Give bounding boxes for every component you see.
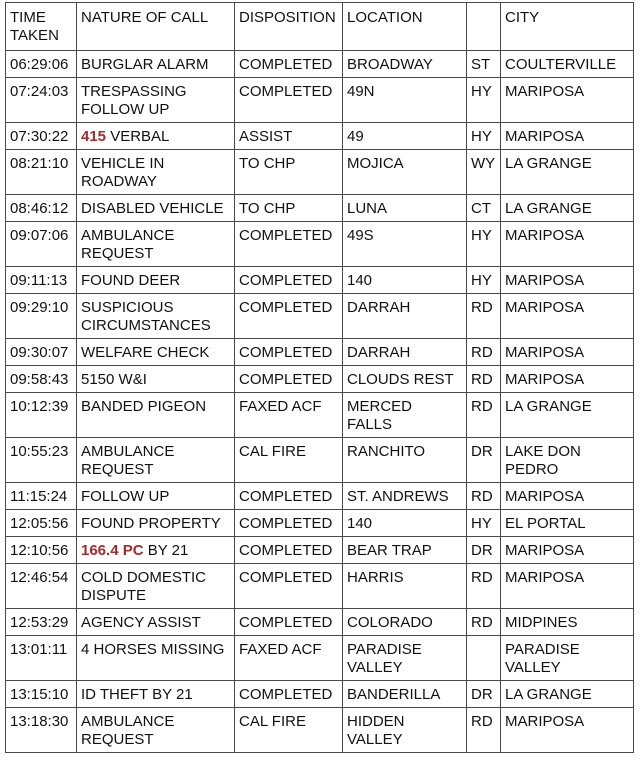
table-row (6, 537, 634, 564)
header-row (6, 3, 634, 51)
city-cell: COULTERVILLE (501, 51, 634, 78)
nature-text: COLD DOMESTIC DISPUTE (81, 569, 207, 604)
nature-text: BURGLAR ALARM (81, 56, 209, 73)
time-cell: 07:30:22 (6, 123, 77, 150)
nature-text: DISABLED VEHICLE (81, 200, 224, 217)
city-cell: MARIPOSA (501, 366, 634, 393)
city-cell: MARIPOSA (501, 483, 634, 510)
location-cell: BANDERILLA (343, 681, 467, 708)
nature-cell (77, 267, 235, 294)
table-row (6, 366, 634, 393)
city-cell: MIDPINES (501, 609, 634, 636)
disposition-cell: FAXED ACF (235, 636, 343, 681)
nature-cell (77, 366, 235, 393)
header-location: LOCATION (343, 3, 467, 51)
city-cell: LA GRANGE (501, 393, 634, 438)
table-row (6, 339, 634, 366)
disposition-cell: COMPLETED (235, 564, 343, 609)
suffix-cell: HY (467, 222, 501, 267)
nature-cell (77, 609, 235, 636)
table-row (6, 510, 634, 537)
nature-cell (77, 78, 235, 123)
nature-text: SUSPICIOUS CIRCUMSTANCES (81, 299, 211, 334)
city-cell: LA GRANGE (501, 150, 634, 195)
nature-cell (77, 636, 235, 681)
nature-text: FOUND PROPERTY (81, 515, 221, 532)
location-cell: HIDDEN VALLEY (343, 708, 467, 753)
nature-text: AMBULANCE REQUEST (81, 443, 175, 478)
city-cell: MARIPOSA (501, 78, 634, 123)
nature-text: BY 21 (143, 542, 189, 559)
time-cell: 09:30:07 (6, 339, 77, 366)
location-cell: BROADWAY (343, 51, 467, 78)
suffix-cell: RD (467, 366, 501, 393)
city-cell: PARADISE VALLEY (501, 636, 634, 681)
location-cell: COLORADO (343, 609, 467, 636)
location-cell: ST. ANDREWS (343, 483, 467, 510)
disposition-cell: TO CHP (235, 195, 343, 222)
header-city: CITY (501, 3, 634, 51)
table-row (6, 564, 634, 609)
nature-text: TRESPASSING FOLLOW UP (81, 83, 187, 118)
location-cell: PARADISE VALLEY (343, 636, 467, 681)
time-cell: 13:01:11 (6, 636, 77, 681)
disposition-cell: ASSIST (235, 123, 343, 150)
disposition-cell: CAL FIRE (235, 708, 343, 753)
disposition-cell: COMPLETED (235, 78, 343, 123)
time-cell: 08:46:12 (6, 195, 77, 222)
time-cell: 11:15:24 (6, 483, 77, 510)
suffix-cell: CT (467, 195, 501, 222)
suffix-cell: RD (467, 339, 501, 366)
nature-cell (77, 483, 235, 510)
disposition-cell: COMPLETED (235, 294, 343, 339)
time-cell: 10:12:39 (6, 393, 77, 438)
location-cell: RANCHITO (343, 438, 467, 483)
nature-text: AMBULANCE REQUEST (81, 227, 175, 262)
nature-text: AGENCY ASSIST (81, 614, 201, 631)
nature-cell (77, 681, 235, 708)
nature-cell (77, 222, 235, 267)
table-row (6, 294, 634, 339)
disposition-cell: COMPLETED (235, 267, 343, 294)
suffix-cell: DR (467, 438, 501, 483)
suffix-cell: ST (467, 51, 501, 78)
location-cell: DARRAH (343, 339, 467, 366)
table-row (6, 78, 634, 123)
location-cell: LUNA (343, 195, 467, 222)
time-cell: 09:11:13 (6, 267, 77, 294)
suffix-cell: RD (467, 609, 501, 636)
suffix-cell: HY (467, 510, 501, 537)
location-cell: 49 (343, 123, 467, 150)
time-cell: 13:18:30 (6, 708, 77, 753)
table-row (6, 483, 634, 510)
table-row (6, 123, 634, 150)
city-cell: MARIPOSA (501, 267, 634, 294)
nature-text: FOUND DEER (81, 272, 181, 289)
time-cell: 06:29:06 (6, 51, 77, 78)
nature-cell (77, 537, 235, 564)
suffix-cell: WY (467, 150, 501, 195)
disposition-cell: COMPLETED (235, 537, 343, 564)
nature-text: VEHICLE IN ROADWAY (81, 155, 165, 190)
disposition-cell: COMPLETED (235, 510, 343, 537)
nature-cell (77, 150, 235, 195)
nature-text: ID THEFT BY 21 (81, 686, 193, 703)
nature-text: WELFARE CHECK (81, 344, 210, 361)
disposition-cell: COMPLETED (235, 51, 343, 78)
suffix-cell: HY (467, 267, 501, 294)
suffix-cell: RD (467, 708, 501, 753)
nature-cell (77, 564, 235, 609)
nature-cell (77, 393, 235, 438)
location-cell: 140 (343, 510, 467, 537)
header-nature-of-call: NATURE OF CALL (77, 3, 235, 51)
nature-text: 5150 W&I (81, 371, 147, 388)
suffix-cell: RD (467, 294, 501, 339)
table-row (6, 222, 634, 267)
location-cell: DARRAH (343, 294, 467, 339)
time-cell: 07:24:03 (6, 78, 77, 123)
table-row (6, 708, 634, 753)
suffix-cell: RD (467, 564, 501, 609)
table-row (6, 681, 634, 708)
header-disposition: DISPOSITION (235, 3, 343, 51)
time-cell: 12:46:54 (6, 564, 77, 609)
city-cell: MARIPOSA (501, 564, 634, 609)
location-cell: 49S (343, 222, 467, 267)
city-cell: MARIPOSA (501, 294, 634, 339)
nature-text: FOLLOW UP (81, 488, 170, 505)
location-cell: 49N (343, 78, 467, 123)
disposition-cell: CAL FIRE (235, 438, 343, 483)
suffix-cell: RD (467, 393, 501, 438)
location-cell: MOJICA (343, 150, 467, 195)
nature-cell (77, 294, 235, 339)
table-row (6, 609, 634, 636)
call-log-body (6, 3, 634, 753)
suffix-cell: HY (467, 123, 501, 150)
time-cell: 12:10:56 (6, 537, 77, 564)
table-row (6, 636, 634, 681)
time-cell: 09:29:10 (6, 294, 77, 339)
city-cell: LAKE DON PEDRO (501, 438, 634, 483)
call-log-table (5, 2, 634, 753)
nature-cell (77, 51, 235, 78)
city-cell: MARIPOSA (501, 339, 634, 366)
suffix-cell: HY (467, 78, 501, 123)
disposition-cell: COMPLETED (235, 222, 343, 267)
nature-cell (77, 123, 235, 150)
penal-code-highlight: 166.4 PC (81, 542, 144, 559)
disposition-cell: COMPLETED (235, 609, 343, 636)
table-row (6, 195, 634, 222)
location-cell: CLOUDS REST (343, 366, 467, 393)
time-cell: 08:21:10 (6, 150, 77, 195)
city-cell: LA GRANGE (501, 195, 634, 222)
nature-cell (77, 708, 235, 753)
disposition-cell: COMPLETED (235, 339, 343, 366)
nature-text: 4 HORSES MISSING (81, 641, 225, 658)
penal-code-highlight: 415 (81, 128, 107, 145)
time-cell: 09:58:43 (6, 366, 77, 393)
header-time-taken: TIME TAKEN (6, 3, 77, 51)
nature-cell (77, 339, 235, 366)
suffix-cell: DR (467, 681, 501, 708)
header-suffix (467, 3, 501, 51)
disposition-cell: FAXED ACF (235, 393, 343, 438)
disposition-cell: COMPLETED (235, 366, 343, 393)
disposition-cell: COMPLETED (235, 681, 343, 708)
nature-cell (77, 510, 235, 537)
city-cell: MARIPOSA (501, 537, 634, 564)
table-row (6, 267, 634, 294)
location-cell: 140 (343, 267, 467, 294)
table-row (6, 393, 634, 438)
city-cell: LA GRANGE (501, 681, 634, 708)
table-row (6, 438, 634, 483)
suffix-cell: RD (467, 483, 501, 510)
suffix-cell (467, 636, 501, 681)
nature-text: VERBAL (106, 128, 170, 145)
time-cell: 12:53:29 (6, 609, 77, 636)
city-cell: MARIPOSA (501, 708, 634, 753)
time-cell: 12:05:56 (6, 510, 77, 537)
time-cell: 09:07:06 (6, 222, 77, 267)
location-cell: HARRIS (343, 564, 467, 609)
city-cell: MARIPOSA (501, 222, 634, 267)
table-row (6, 51, 634, 78)
location-cell: BEAR TRAP (343, 537, 467, 564)
nature-text: AMBULANCE REQUEST (81, 713, 175, 748)
disposition-cell: COMPLETED (235, 483, 343, 510)
nature-cell (77, 195, 235, 222)
city-cell: EL PORTAL (501, 510, 634, 537)
time-cell: 10:55:23 (6, 438, 77, 483)
location-cell: MERCED FALLS (343, 393, 467, 438)
disposition-cell: TO CHP (235, 150, 343, 195)
suffix-cell: DR (467, 537, 501, 564)
nature-cell (77, 438, 235, 483)
city-cell: MARIPOSA (501, 123, 634, 150)
table-row (6, 150, 634, 195)
nature-text: BANDED PIGEON (81, 398, 207, 415)
time-cell: 13:15:10 (6, 681, 77, 708)
